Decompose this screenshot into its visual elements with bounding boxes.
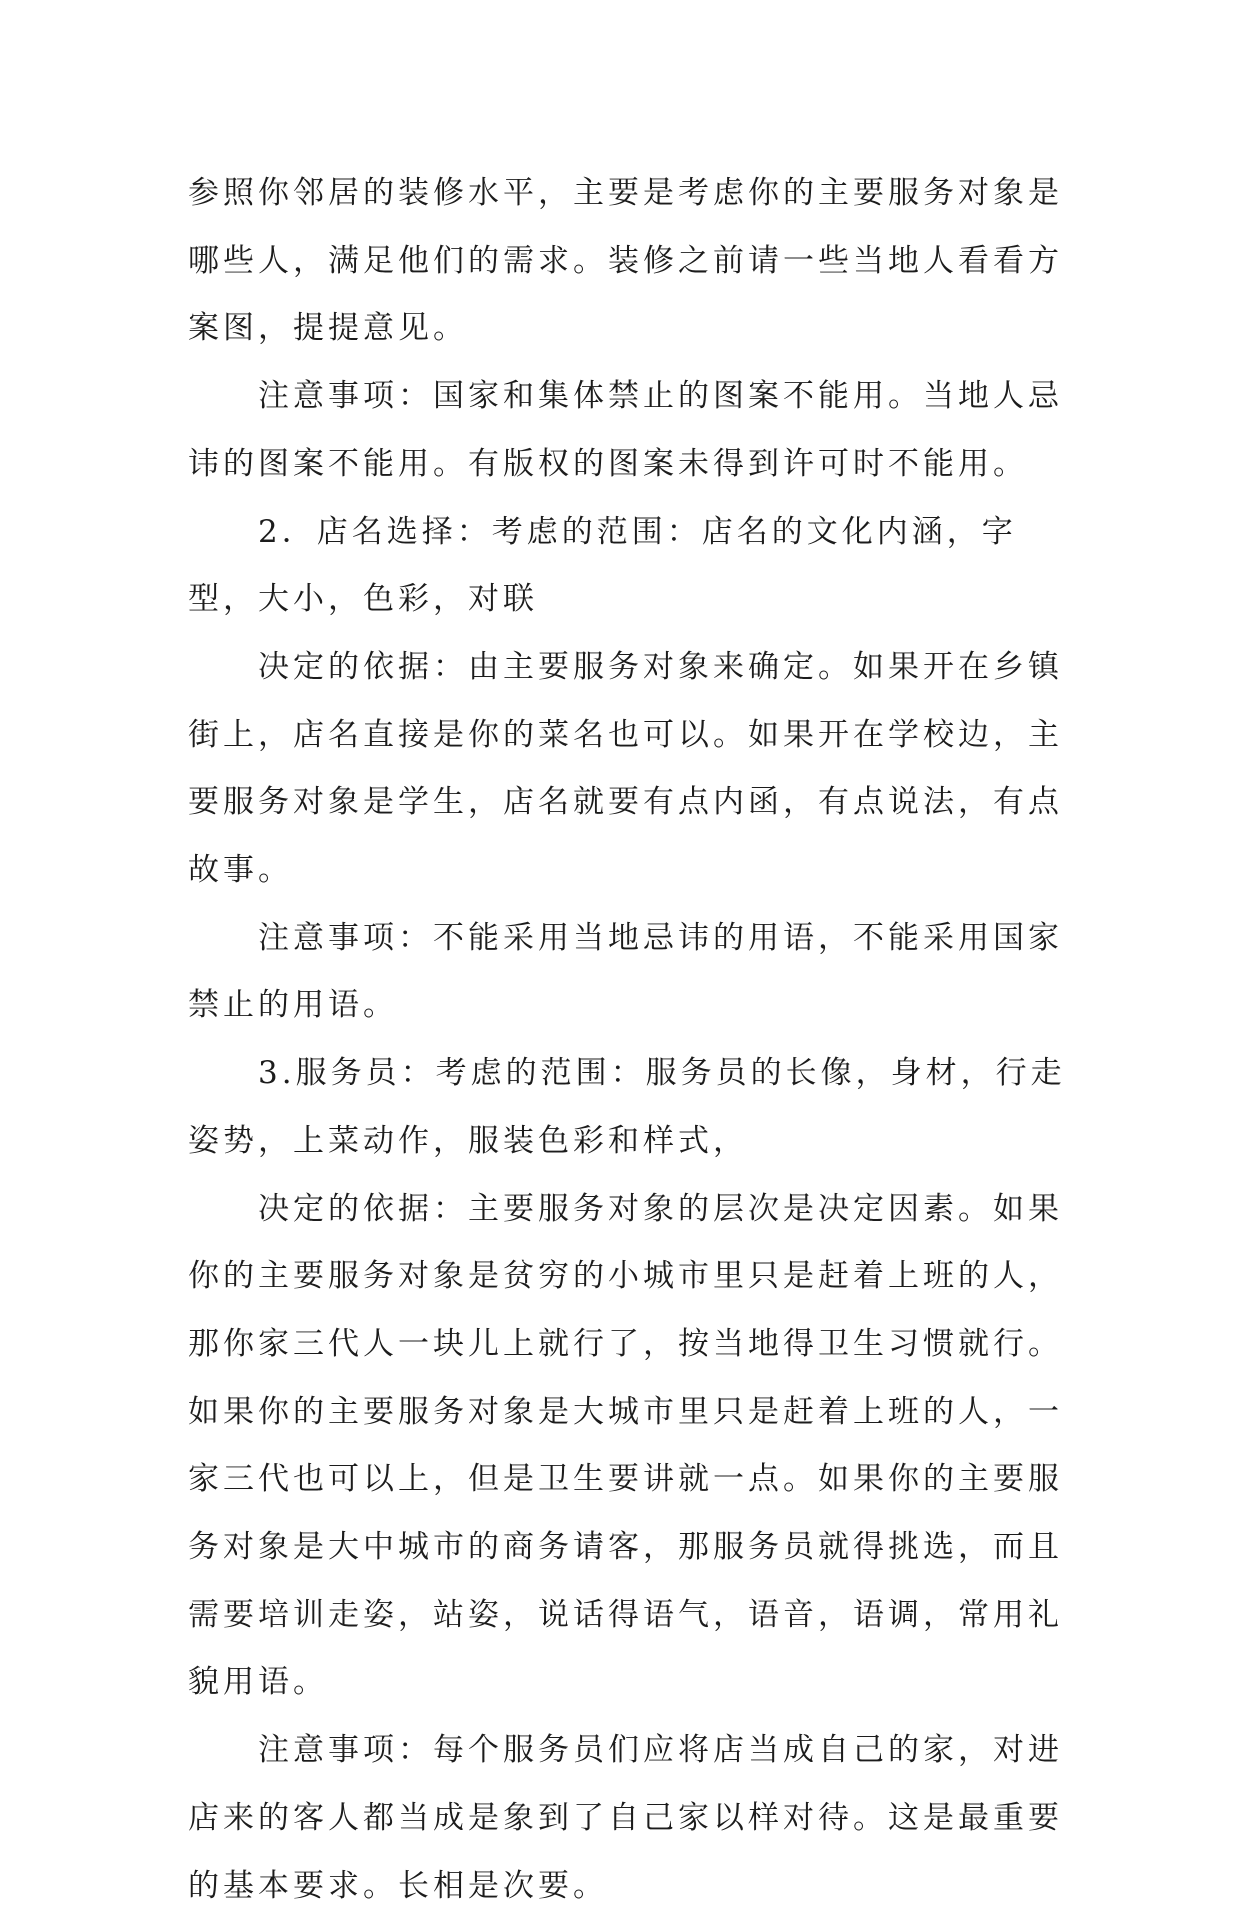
paragraph-staff-basis: 决定的依据：主要服务对象的层次是决定因素。如果你的主要服务对象是贫穷的小城市里只是赶着上班的人，那你家三代人一块儿上就行了，按当地得卫生习惯就行。如果你的主要服务对象是大城市里只是赶着上班的人，一家三代也可以上，但是卫生要讲就一点。如果你的主要服务对象是大中城市的商务请客，那服务员就得挑选，而且需要培训走姿，站姿，说话得语气，语音，语调，常用礼貌用语。 bbox=[188, 1190, 1063, 1701]
paragraph-staff-notes: 注意事项：每个服务员们应将店当成自己的家，对进店来的客人都当成是象到了自己家以样对待。这是最重要的基本要求。长相是次要。 bbox=[188, 1732, 1063, 1904]
paragraph-shop-name-scope: 2．店名选择：考虑的范围：店名的文化内涵，字型，大小，色彩，对联 bbox=[188, 513, 1017, 618]
document-body bbox=[188, 160, 1068, 1920]
paragraph-shop-name-notes: 注意事项：不能采用当地忌讳的用语，不能采用国家禁止的用语。 bbox=[188, 919, 1063, 1024]
paragraph-shop-name-basis: 决定的依据：由主要服务对象来确定。如果开在乡镇街上，店名直接是你的菜名也可以。如果开在学校边，主要服务对象是学生，店名就要有点内函，有点说法，有点故事。 bbox=[188, 648, 1063, 889]
paragraph-staff-scope: 3.服务员：考虑的范围：服务员的长像，身材，行走姿势，上菜动作，服装色彩和样式， bbox=[188, 1055, 1066, 1159]
paragraph-renovation-reference: 参照你邻居的装修水平，主要是考虑你的主要服务对象是哪些人，满足他们的需求。装修之前请一些当地人看看方案图，提提意见。 bbox=[188, 175, 1063, 347]
paragraph-renovation-notes: 注意事项：国家和集体禁止的图案不能用。当地人忌讳的图案不能用。有版权的图案未得到许可时不能用。 bbox=[188, 378, 1063, 482]
